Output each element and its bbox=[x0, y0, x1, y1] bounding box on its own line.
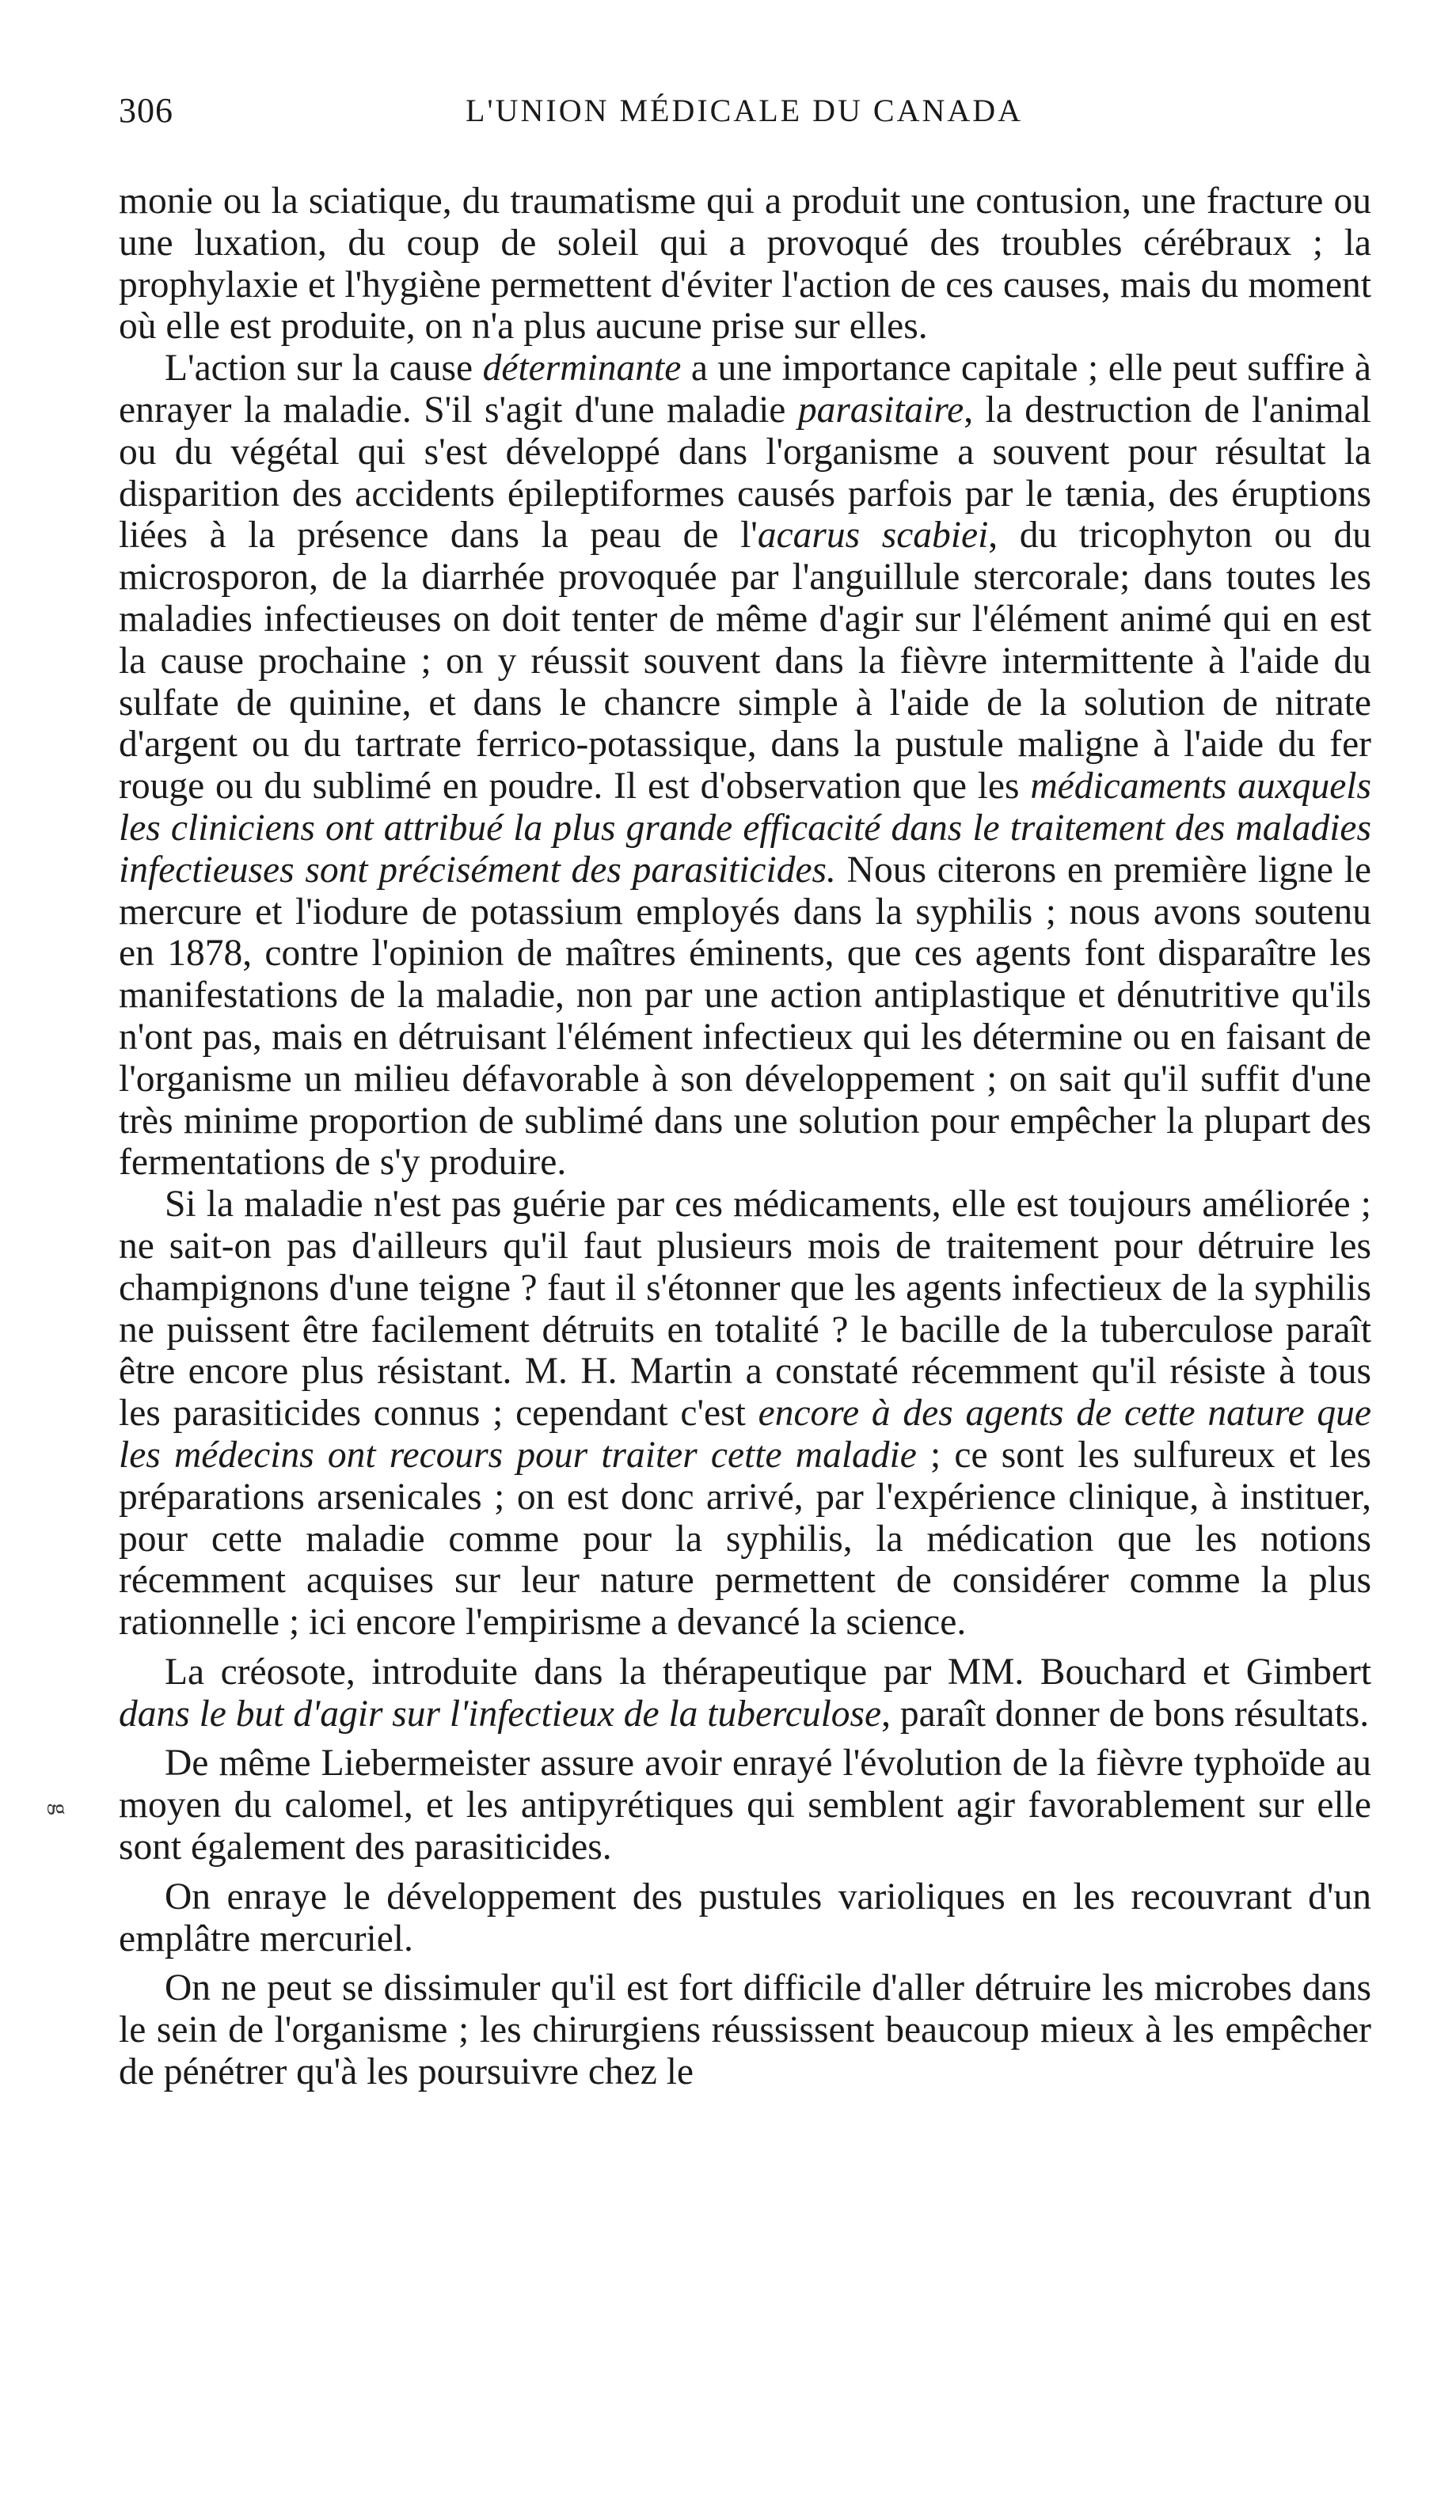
text-run: L'action sur la cause bbox=[165, 348, 483, 390]
running-head: L'UNION MÉDICALE DU CANADA bbox=[465, 93, 1024, 128]
paragraph: De même Liebermeister assure avoir enrayé l'évolution de la fièvre typhoïde au moyen du calomel, et les antipyrétiques qui semblent agir favorablement sur elle sont également des parasiticides. bbox=[119, 1743, 1371, 1868]
paragraph: On enraye le développement des pustules varioliques en les recouvrant d'un emplâtre mercuriel. bbox=[119, 1876, 1371, 1959]
paragraph: monie ou la sciatique, du traumatisme qui a produit une contusion, une fracture ou une luxation, du coup de soleil qui a provoqué des troubles cérébraux ; la prophylaxie et l'hygiène permettent d'éviter l'action de ces causes, mais du moment où elle est produite, on n'a plus aucune prise sur elles. bbox=[119, 181, 1371, 348]
text-run: ; ce sont les sulfureux et les préparations arsenicales ; on est donc arrivé, par l'expérience clinique, à instituer, pour cette maladie comme pour la syphilis, la médication que les notions récemment acquises sur leur nature permettent de considérer comme la plus rationnelle ; ici encore l'empirisme a devancé la science. bbox=[119, 1434, 1371, 1644]
paragraph bbox=[119, 1184, 1371, 1644]
page-number: 306 bbox=[119, 91, 173, 130]
text-run: a une importance capitale ; elle peut suffire à enrayer la maladie. S'il s'agit d'une maladie bbox=[119, 348, 1371, 431]
italic-text: dans le but d'agir sur l'infectieux de la tuberculose bbox=[119, 1693, 882, 1735]
text-run: La créosote, introduite dans la thérapeutique par MM. Bouchard et Gimbert bbox=[165, 1651, 1371, 1693]
paragraph bbox=[119, 1651, 1371, 1735]
italic-text: parasitaire bbox=[797, 389, 964, 431]
text-run: Si la maladie n'est pas guérie par ces médicaments, elle est toujours améliorée ; ne sait-on pas d'ailleurs qu'il faut plusieurs mois de traitement pour détruire les champignons d'une teigne ? faut il s'étonner que les agents infectieux de la syphilis ne puissent être facilement détruits en totalité ? le bacille de la tuberculose paraît être encore plus résistant. M. H. Martin a constaté récemment qu'il résiste à tous les parasiticides connus ; cependant c'est bbox=[119, 1184, 1371, 1435]
page-header bbox=[119, 87, 1370, 150]
italic-text: médicaments auxquels les cliniciens ont attribué la plus grande efficacité dans le traitement des maladies infectieuses sont précisément des parasiticides. bbox=[119, 766, 1371, 891]
paragraph bbox=[119, 348, 1371, 1184]
italic-text: acarus scabiei bbox=[757, 515, 989, 557]
body-text bbox=[119, 181, 1371, 2093]
text-run: , du tricophyton ou du microsporon, de la diarrhée provoquée par l'anguillule stercorale; dans toutes les maladies infectieuses on doit tenter de même d'agir sur l'élément animé qui en est la cause prochaine ; on y réussit souvent dans la fièvre intermittente à l'aide du sulfate de quinine, et dans le chancre simple à l'aide de la solution de nitrate d'argent ou du tartrate ferrico-potassique, dans la pustule maligne à l'aide du fer rouge ou du sublimé en poudre. Il est d'observation que les bbox=[119, 515, 1371, 808]
text-run: , paraît donner de bons résultats. bbox=[881, 1693, 1370, 1735]
paragraph: On ne peut se dissimuler qu'il est fort difficile d'aller détruire les microbes dans le sein de l'organisme ; les chirurgiens réussissent beaucoup mieux à les empêcher de pénétrer qu'à les poursuivre chez le bbox=[119, 1967, 1371, 2093]
text-run: , la destruction de l'animal ou du végétal qui s'est développé dans l'organisme a souvent pour résultat la disparition des accidents épileptiformes causés parfois par le tænia, des éruptions liées à la présence dans la peau de l' bbox=[119, 389, 1371, 557]
margin-mark: g bbox=[47, 1803, 74, 1815]
text-run: Nous citerons en première ligne le mercure et l'iodure de potassium employés dans la syphilis ; nous avons soutenu en 1878, contre l'opinion de maîtres éminents, que ces agents font disparaître les manifestations de la maladie, non par une action antiplastique et dénutritive qu'ils n'ont pas, mais en détruisant l'élément infectieux qui les détermine ou en faisant de l'organisme un milieu défavorable à son développement ; on sait qu'il suffit d'une très minime proportion de sublimé dans une solution pour empêcher la plupart des fermentations de s'y produire. bbox=[119, 849, 1371, 1184]
italic-text: déterminante bbox=[482, 348, 682, 390]
italic-text: encore à des agents de cette nature que les médecins ont recours pour traiter cette maladie bbox=[119, 1393, 1371, 1476]
